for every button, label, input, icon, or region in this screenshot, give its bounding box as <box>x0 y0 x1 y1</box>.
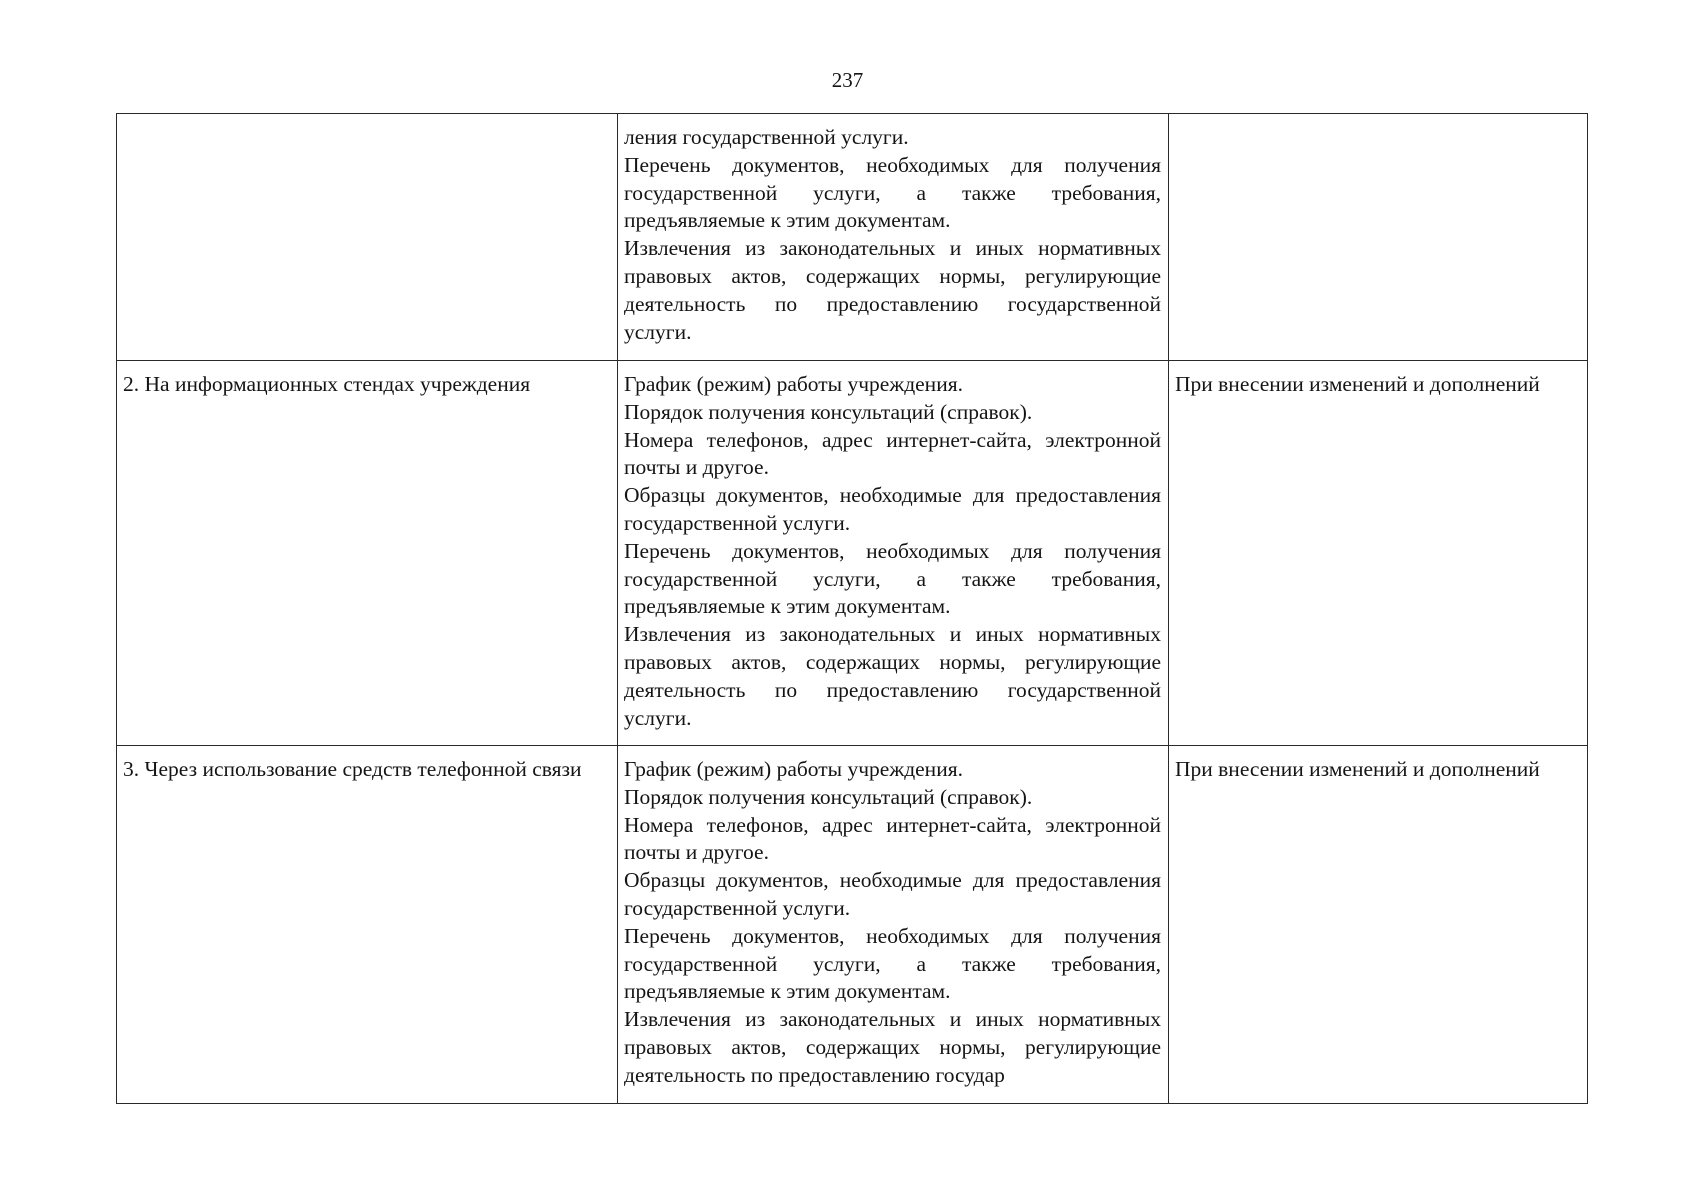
frequency-text: При внесении изменений и дополнений <box>1175 372 1540 396</box>
place-cell <box>117 746 618 1104</box>
table-row <box>117 361 1588 746</box>
list-item: Образцы документов, необходимые для предоставления государственной услуги. <box>624 868 1161 920</box>
list-item: Перечень документов, необходимых для получения государственной услуги, а также требования, предъявляемые к этим документам. <box>624 923 1161 1004</box>
content-cell <box>618 114 1169 361</box>
list-item: Извлечения из законодательных и иных нормативных правовых актов, содержащих нормы, регулирующие деятельность по предоставлению государственной услуги. <box>624 236 1161 344</box>
list-item: Перечень документов, необходимых для получения государственной услуги, а также требования, предъявляемые к этим документам. <box>624 538 1161 619</box>
frequency-text: При внесении изменений и дополнений <box>1175 757 1540 781</box>
list-item: Образцы документов, необходимые для предоставления государственной услуги. <box>624 483 1161 535</box>
list-item: Перечень документов, необходимых для получения государственной услуги, а также требования, предъявляемые к этим документам. <box>624 152 1161 233</box>
list-item: График (режим) работы учреждения. <box>624 757 963 781</box>
list-item: ления государственной услуги. <box>624 125 909 149</box>
table-row <box>117 746 1588 1104</box>
content-cell <box>618 361 1169 746</box>
page-number: 237 <box>831 68 864 92</box>
frequency-cell <box>1169 361 1588 746</box>
list-item: Номера телефонов, адрес интернет-сайта, электронной почты и другое. <box>624 812 1161 865</box>
place-text: 3. Через использование средств телефонной связи <box>123 757 582 781</box>
list-item: Порядок получения консультаций (справок). <box>624 784 1033 809</box>
frequency-cell <box>1169 114 1588 361</box>
place-cell <box>117 114 618 361</box>
place-text: 2. На информационных стендах учреждения <box>123 372 531 396</box>
list-item: Порядок получения консультаций (справок). <box>624 399 1033 424</box>
table-row <box>117 114 1588 361</box>
list-item: Извлечения из законодательных и иных нормативных правовых актов, содержащих нормы, регулирующие деятельность по предоставлению государственной услуги. <box>624 622 1161 730</box>
list-item: Номера телефонов, адрес интернет-сайта, электронной почты и другое. <box>624 427 1161 480</box>
content-cell <box>618 746 1169 1104</box>
place-cell <box>117 361 618 746</box>
frequency-cell <box>1169 746 1588 1104</box>
list-item: График (режим) работы учреждения. <box>624 372 963 396</box>
info-table <box>116 113 1588 1104</box>
list-item: Извлечения из законодательных и иных нормативных правовых актов, содержащих нормы, регулирующие деятельность по предоставлению государ <box>624 1007 1161 1087</box>
